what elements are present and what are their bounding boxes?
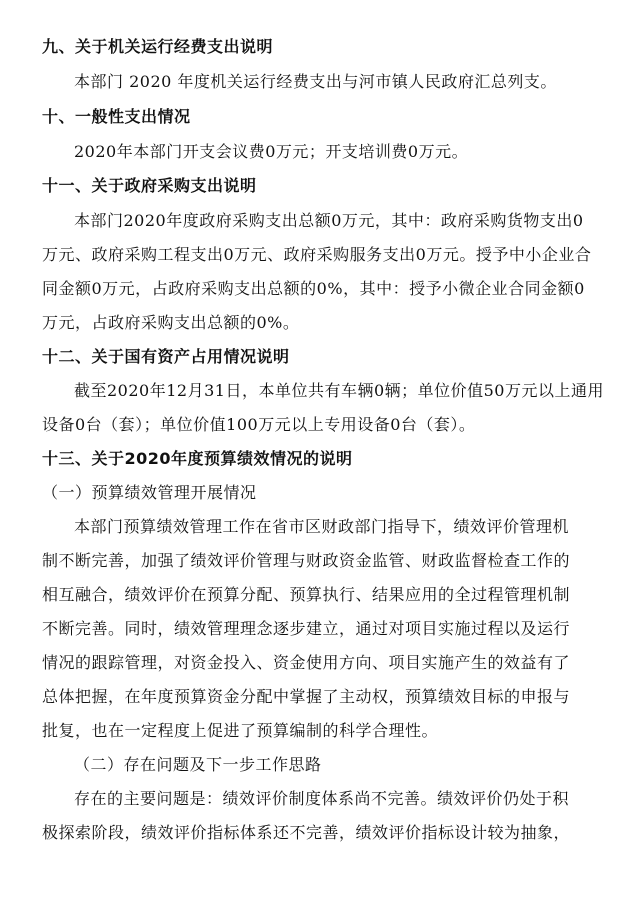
paragraph-line: 极探索阶段，绩效评价指标体系还不完善，绩效评价指标设计较为抽象， [42, 823, 571, 842]
paragraph-line: 相互融合，绩效评价在预算分配、预算执行、结果应用的全过程管理机制 [42, 585, 571, 604]
paragraph-line: 本部门2020年度政府采购支出总额0万元，其中：政府采购货物支出0 [74, 211, 584, 230]
paragraph-line: 总体把握，在年度预算资金分配中掌握了主动权，预算绩效目标的申报与 [42, 687, 571, 706]
paragraph-line: 情况的跟踪管理，对资金投入、资金使用方向、项目实施产生的效益有了 [42, 653, 571, 672]
paragraph-line: 截至2020年12月31日，本单位共有车辆0辆；单位价值50万元以上通用 [74, 381, 604, 400]
paragraph-line: 不断完善。同时，绩效管理理念逐步建立，通过对项目实施过程以及运行 [42, 619, 571, 638]
paragraph-line: 存在的主要问题是：绩效评价制度体系尚不完善。绩效评价仍处于积 [74, 789, 570, 808]
section-heading: 十二、关于国有资产占用情况说明 [42, 347, 290, 366]
paragraph-line: （一）预算绩效管理开展情况 [42, 483, 257, 502]
paragraph-line: （二）存在问题及下一步工作思路 [74, 755, 322, 774]
paragraph-line: 本部门 2020 年度机关运行经费支出与河市镇人民政府汇总列支。 [74, 72, 557, 91]
paragraph-line: 2020年本部门开支会议费0万元；开支培训费0万元。 [74, 142, 469, 161]
paragraph-line: 设备0台（套）；单位价值100万元以上专用设备0台（套）。 [42, 415, 476, 434]
paragraph-line: 批复，也在一定程度上促进了预算编制的科学合理性。 [42, 721, 439, 740]
paragraph-line: 万元，占政府采购支出总额的0%。 [42, 313, 300, 332]
paragraph-line: 本部门预算绩效管理工作在省市区财政部门指导下，绩效评价管理机 [74, 517, 570, 536]
section-heading: 九、关于机关运行经费支出说明 [42, 37, 274, 56]
section-heading: 十一、关于政府采购支出说明 [42, 176, 257, 195]
section-heading: 十三、关于2020年度预算绩效情况的说明 [42, 449, 353, 468]
paragraph-line: 同金额0万元，占政府采购支出总额的0%，其中：授予小微企业合同金额0 [42, 279, 585, 298]
paragraph-line: 制不断完善，加强了绩效评价管理与财政资金监管、财政监督检查工作的 [42, 551, 571, 570]
paragraph-line: 万元、政府采购工程支出0万元、政府采购服务支出0万元。授予中小企业合 [42, 245, 592, 264]
section-heading: 十、一般性支出情况 [42, 107, 191, 126]
